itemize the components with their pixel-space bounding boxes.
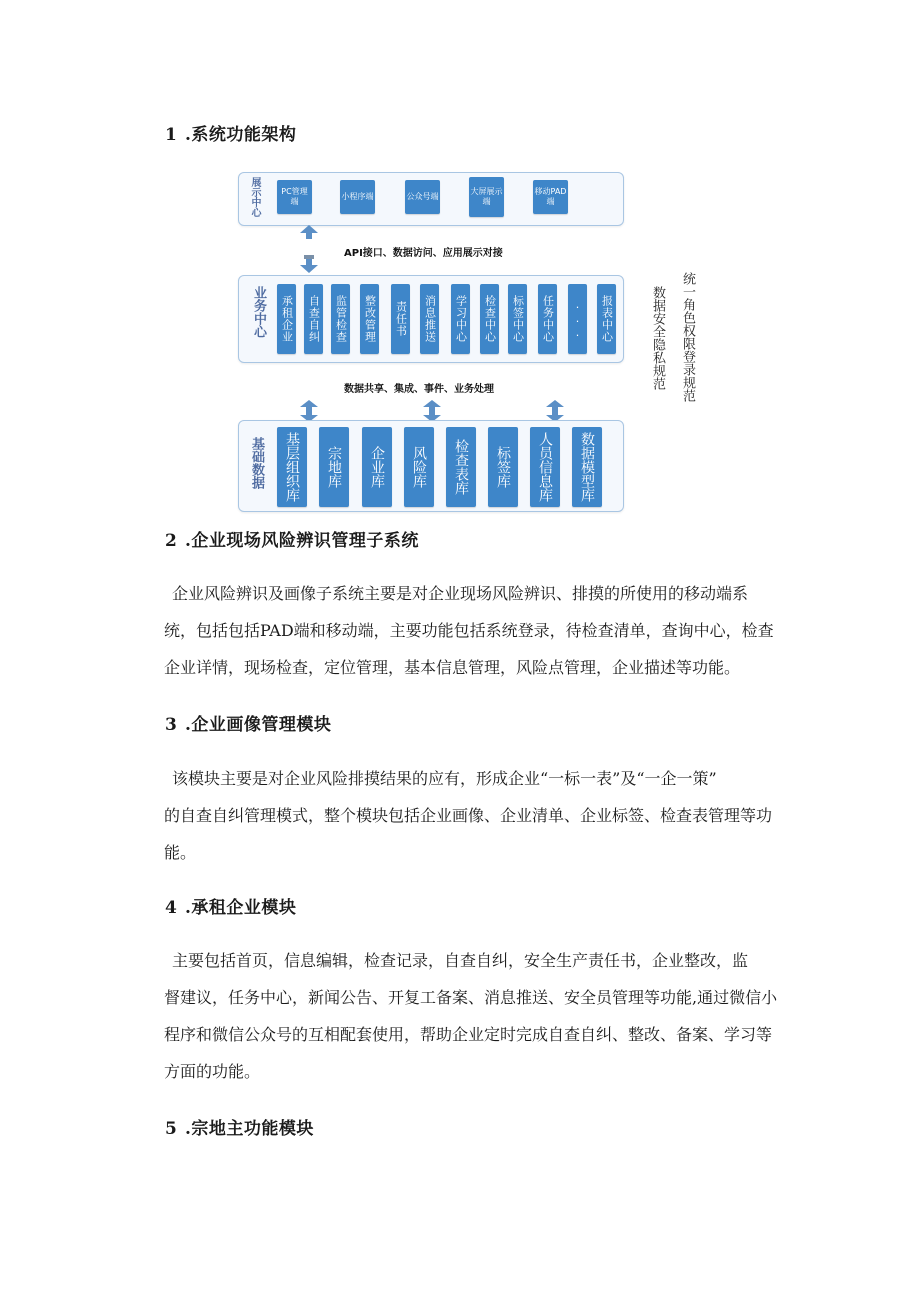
connector-arrow-data-1	[300, 400, 318, 422]
section-number: 1	[165, 125, 178, 145]
business-item: 任务中心	[538, 284, 557, 354]
section-heading-4	[165, 893, 296, 918]
section-number: 2	[165, 531, 178, 551]
base-item: 人员信息库	[530, 427, 560, 507]
paragraph-tenant-enterprise	[164, 942, 780, 1090]
paragraph-enterprise-portrait	[164, 760, 780, 871]
display-center-tier	[238, 172, 624, 226]
section-heading-3	[165, 710, 331, 735]
base-item: 数据模型库	[572, 427, 602, 507]
business-item-ellipsis: ...	[568, 284, 587, 354]
paragraph-line: 的自查自纠管理模式，整个模块包括企业画像、企业清单、企业标签、检查表管理等功	[164, 806, 773, 825]
side-label-data-security: 数据安全隐私规范	[650, 286, 665, 390]
business-item: 责任书	[391, 284, 410, 354]
paragraph-line: 督建议，任务中心，新闻公告、开复工备案、消息推送、安全员管理等功能,通过微信小	[164, 988, 778, 1007]
base-data-tier	[238, 420, 624, 512]
business-item: 标签中心	[508, 284, 527, 354]
section-number: 5	[165, 1119, 178, 1139]
section-title: .系统功能架构	[185, 125, 297, 145]
base-item: 标签库	[488, 427, 518, 507]
connector-arrow-api	[300, 225, 318, 273]
display-item-miniprogram: 小程序端	[340, 180, 375, 214]
section-title: .宗地主功能模块	[185, 1119, 314, 1139]
business-item: 监管检查	[331, 284, 350, 354]
section-number: 3	[165, 715, 178, 735]
paragraph-line: 该模块主要是对企业风险排摸结果的应有，形成企业“一标一表”及“一企一策”	[172, 769, 717, 788]
base-item: 检查表库	[446, 427, 476, 507]
base-item: 宗地库	[319, 427, 349, 507]
api-caption: API接口、数据访问、应用展示对接	[344, 248, 503, 259]
business-item: 学习中心	[451, 284, 470, 354]
paragraph-line: 程序和微信公众号的互相配套使用，帮助企业定时完成自查自纠、整改、备案、学习等	[164, 1025, 773, 1044]
paragraph-line: 企业风险辨识及画像子系统主要是对企业现场风险辨识、排摸的所使用的移动端系	[172, 584, 749, 603]
display-item-official-account: 公众号端	[405, 180, 440, 214]
architecture-diagram	[238, 172, 666, 512]
base-data-label: 基础数据	[249, 437, 264, 489]
section-title: .企业现场风险辨识管理子系统	[185, 531, 419, 551]
paragraph-line: 统，包括包括PAD端和移动端，主要功能包括系统登录，待检查清单，查询中心，检查	[164, 621, 774, 640]
paragraph-risk-identification	[164, 575, 780, 686]
business-item: 自查自纠	[304, 284, 323, 354]
display-item-big-screen: 大屏展示端	[469, 177, 504, 217]
section-heading-1	[165, 120, 296, 145]
paragraph-line: 企业详情，现场检查，定位管理，基本信息管理，风险点管理，企业描述等功能。	[164, 658, 741, 677]
base-item: 基层组织库	[277, 427, 307, 507]
business-item: 检查中心	[480, 284, 499, 354]
connector-arrow-data-2	[423, 400, 441, 422]
side-label-unified-permission: 统一角色权限登录规范	[680, 272, 695, 402]
section-title: .承租企业模块	[185, 898, 297, 918]
base-item: 企业库	[362, 427, 392, 507]
display-item-mobile-pad: 移动PAD端	[533, 180, 568, 214]
business-center-tier	[238, 275, 624, 363]
business-item: 整改管理	[360, 284, 379, 354]
paragraph-line: 能。	[164, 843, 197, 862]
section-number: 4	[165, 898, 178, 918]
section-heading-2	[165, 526, 419, 551]
display-item-pc: PC管理端	[277, 180, 312, 214]
section-title: .企业画像管理模块	[185, 715, 332, 735]
connector-arrow-data-3	[546, 400, 564, 422]
display-center-label: 展示中心	[249, 177, 260, 217]
business-item: 报表中心	[597, 284, 616, 354]
business-item: 承租企业	[277, 284, 296, 354]
base-item: 风险库	[404, 427, 434, 507]
section-heading-5	[165, 1114, 314, 1139]
data-caption: 数据共享、集成、事件、业务处理	[344, 384, 494, 395]
business-item: 消息推送	[420, 284, 439, 354]
business-center-label: 业务中心	[251, 286, 266, 338]
paragraph-line: 方面的功能。	[164, 1062, 261, 1081]
paragraph-line: 主要包括首页，信息编辑，检查记录，自查自纠，安全生产责任书，企业整改，监	[172, 951, 749, 970]
